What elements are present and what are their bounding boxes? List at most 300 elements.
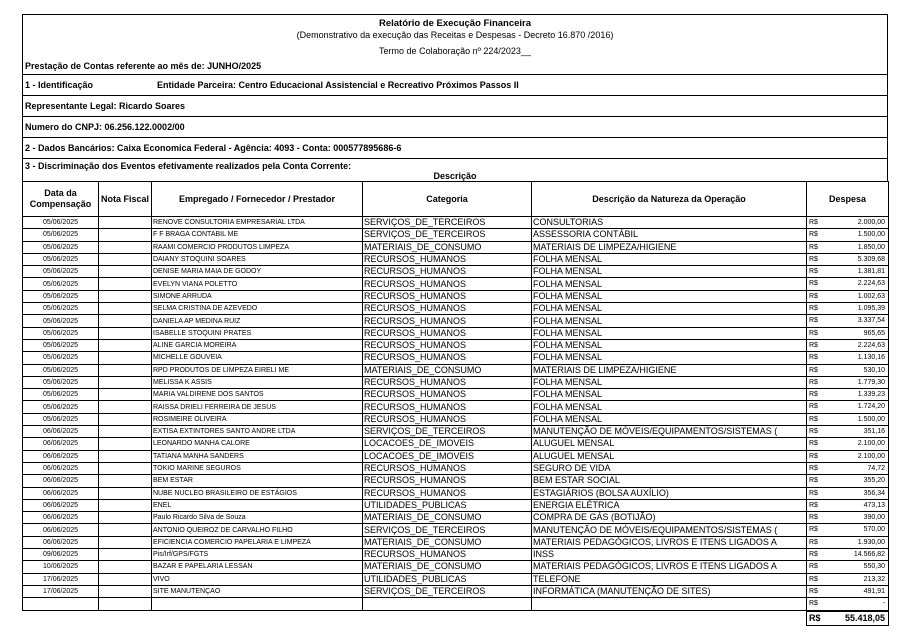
expense-value: 550,30 [863, 563, 885, 571]
cell-supplier: ISABELLE STOQUINI PRATES [152, 327, 363, 339]
cell-description [532, 598, 807, 611]
cell-supplier: SITE MANUTENÇAO [152, 585, 363, 597]
cell-invoice [99, 475, 152, 487]
cell-invoice [99, 364, 152, 376]
cell-category: RECURSOS_HUMANOS [363, 339, 532, 351]
cell-date: 06/06/2025 [23, 475, 99, 487]
expense-value: 1.500,00 [857, 231, 885, 239]
cell-supplier: DENISE MARIA MAIA DE GODOY [152, 266, 363, 278]
cell-description: FOLHA MENSAL [532, 389, 807, 401]
table-row [23, 217, 889, 229]
cell-invoice [99, 426, 152, 438]
currency-symbol: R$ [809, 514, 818, 522]
table-row [23, 413, 889, 425]
cell-description: MATERIAIS PEDAGÓGICOS, LIVROS E ITENS LIGADOS A [532, 536, 807, 548]
cell-date: 09/06/2025 [23, 549, 99, 561]
currency-symbol: R$ [809, 231, 818, 239]
currency-symbol: R$ [809, 219, 818, 226]
table-row [23, 253, 889, 265]
table-row [23, 266, 889, 278]
cell-expense [807, 438, 889, 450]
cell-date: 05/06/2025 [23, 229, 99, 241]
expense-value: 570,00 [863, 526, 885, 534]
table-row [23, 512, 889, 524]
cell-expense [807, 573, 889, 585]
cell-description: TELEFONE [532, 573, 807, 585]
cell-date: 05/06/2025 [23, 266, 99, 278]
period-row [22, 63, 888, 74]
table-row [23, 303, 889, 315]
cell-expense [807, 376, 889, 388]
cell-supplier: RPD PRODUTOS DE LIMPEZA EIRELI ME [152, 364, 363, 376]
cell-category: SERVIÇOS_DE_TERCEIROS [363, 426, 532, 438]
expense-value: - [882, 600, 885, 608]
currency-symbol: R$ [809, 391, 818, 399]
table-row [23, 401, 889, 413]
expense-value: 2.100,00 [857, 440, 885, 448]
cell-category: RECURSOS_HUMANOS [363, 315, 532, 327]
table-row [23, 327, 889, 339]
cell-expense [807, 327, 889, 339]
cell-invoice [99, 438, 152, 450]
cell-supplier: DANIELA AP MEDINA RUIZ [152, 315, 363, 327]
cell-supplier: RENOVE CONSULTORIA EMPRESARIAL LTDA [152, 217, 363, 229]
bank-details: 2 - Dados Bancários: Caixa Economica Federal - Agência: 4093 - Conta: 000577895686-6 [25, 143, 402, 153]
cell-date: 10/06/2025 [23, 561, 99, 573]
total-spacer [532, 611, 807, 626]
expense-value: 1.381,81 [857, 268, 885, 276]
table-row [23, 598, 889, 611]
cell-description: FOLHA MENSAL [532, 327, 807, 339]
cell-category: SERVIÇOS_DE_TERCEIROS [363, 585, 532, 597]
cell-description: ALUGUEL MENSAL [532, 438, 807, 450]
total-spacer [99, 611, 152, 626]
cell-date: 05/06/2025 [23, 241, 99, 253]
table-header-row [23, 182, 889, 217]
cell-category: RECURSOS_HUMANOS [363, 389, 532, 401]
cell-category: LOCACOES_DE_IMOVEIS [363, 450, 532, 462]
cell-category: MATERIAIS_DE_CONSUMO [363, 241, 532, 253]
cell-supplier: F F BRAGA CONTABIL ME [152, 229, 363, 241]
cell-category: RECURSOS_HUMANOS [363, 475, 532, 487]
expense-value: 530,10 [863, 366, 885, 374]
cell-invoice [99, 401, 152, 413]
cell-supplier: MICHELLE GOUVEIA [152, 352, 363, 364]
table-row [23, 278, 889, 290]
cell-invoice [99, 352, 152, 364]
table-row [23, 549, 889, 561]
header-compensation-date: Data da Compensação [23, 182, 99, 217]
cell-invoice [99, 585, 152, 597]
table-row [23, 499, 889, 511]
cell-supplier: ALINE GARCIA MOREIRA [152, 339, 363, 351]
currency-symbol: R$ [809, 317, 818, 325]
table-row [23, 450, 889, 462]
bank-row [22, 137, 888, 158]
cell-supplier: BEM ESTAR [152, 475, 363, 487]
expense-value: 1.130,16 [857, 354, 885, 362]
cell-category [363, 598, 532, 611]
cell-date: 05/06/2025 [23, 315, 99, 327]
expense-value: 1.930,00 [857, 538, 885, 546]
report-title: Relatório de Execução Financeira [378, 18, 532, 29]
cell-expense [807, 561, 889, 573]
table-row [23, 229, 889, 241]
currency-symbol: R$ [809, 329, 818, 337]
cell-category: SERVIÇOS_DE_TERCEIROS [363, 217, 532, 229]
cell-supplier: MARIA VALDIRENE DOS SANTOS [152, 389, 363, 401]
table-row [23, 487, 889, 499]
cell-invoice [99, 549, 152, 561]
cell-expense [807, 364, 889, 376]
cell-supplier: VIVO [152, 573, 363, 585]
cell-date: 17/06/2025 [23, 573, 99, 585]
cell-date: 06/06/2025 [23, 524, 99, 536]
currency-symbol: R$ [809, 292, 818, 300]
header-category: Categoria [363, 182, 532, 217]
cell-description: BEM ESTAR SOCIAL [532, 475, 807, 487]
cell-date: 06/06/2025 [23, 512, 99, 524]
cell-supplier: LEONARDO MANHA CALORE [152, 438, 363, 450]
cell-supplier: DAIANY STOQUINI SOARES [152, 253, 363, 265]
cell-date: 17/06/2025 [23, 585, 99, 597]
cell-date [23, 598, 99, 611]
currency-symbol: R$ [809, 354, 818, 362]
header-operation-description: Descrição da Natureza da Operação [532, 182, 807, 217]
expense-value: 1.850,00 [857, 243, 885, 251]
currency-symbol: R$ [809, 415, 818, 423]
expense-value: 965,65 [863, 329, 885, 337]
cell-supplier: EFICIENCIA COMERCIO PAPELARIA E LIMPEZA [152, 536, 363, 548]
header-invoice: Nota Fiscal [99, 182, 152, 217]
expense-value: 355,20 [863, 477, 885, 485]
header-expense: Despesa [807, 182, 889, 217]
cell-expense [807, 499, 889, 511]
currency-symbol: R$ [809, 538, 818, 546]
cell-description: FOLHA MENSAL [532, 413, 807, 425]
cell-category: RECURSOS_HUMANOS [363, 401, 532, 413]
cell-invoice [99, 241, 152, 253]
cell-invoice [99, 561, 152, 573]
currency-symbol: R$ [809, 612, 821, 623]
cell-expense [807, 352, 889, 364]
cell-category: RECURSOS_HUMANOS [363, 352, 532, 364]
cell-category: RECURSOS_HUMANOS [363, 376, 532, 388]
cell-invoice [99, 266, 152, 278]
collaboration-term: Termo de Colaboração nº 224/2023__ [379, 46, 531, 56]
currency-symbol: R$ [809, 280, 818, 288]
table-row [23, 352, 889, 364]
cell-expense [807, 487, 889, 499]
cell-date: 05/06/2025 [23, 339, 99, 351]
expense-value: 351,16 [863, 428, 885, 436]
cell-category: RECURSOS_HUMANOS [363, 487, 532, 499]
total-spacer [363, 611, 532, 626]
cell-description: SEGURO DE VIDA [532, 462, 807, 474]
cell-date: 06/06/2025 [23, 438, 99, 450]
currency-symbol: R$ [809, 440, 818, 448]
expense-value: 1.779,30 [857, 378, 885, 386]
cell-description: FOLHA MENSAL [532, 278, 807, 290]
cell-invoice [99, 253, 152, 265]
cell-description: INFORMÁTICA (MANUTENÇÃO DE SITES) [532, 585, 807, 597]
section-3-title: 3 - Discriminação dos Eventos efetivamente realizados pela Conta Corrente: [25, 161, 352, 171]
cell-invoice [99, 290, 152, 302]
currency-symbol: R$ [809, 587, 818, 595]
cell-expense [807, 475, 889, 487]
cell-category: RECURSOS_HUMANOS [363, 462, 532, 474]
cell-expense [807, 401, 889, 413]
expense-value: 356,34 [863, 489, 885, 497]
legal-representative: Representante Legal: Ricardo Soares [25, 101, 186, 111]
cell-expense [807, 229, 889, 241]
cell-date: 05/06/2025 [23, 413, 99, 425]
cell-category: MATERIAIS_DE_CONSUMO [363, 561, 532, 573]
cell-category: SERVIÇOS_DE_TERCEIROS [363, 524, 532, 536]
cell-description: COMPRA DE GÁS (BOTIJÃO) [532, 512, 807, 524]
cell-supplier: SIMONE ARRUDA [152, 290, 363, 302]
cell-description: ALUGUEL MENSAL [532, 450, 807, 462]
cell-category: UTILIDADES_PUBLICAS [363, 499, 532, 511]
representative-row [22, 95, 888, 116]
cell-supplier: SELMA CRISTINA DE AZEVEDO [152, 303, 363, 315]
table-row [23, 524, 889, 536]
cell-expense [807, 524, 889, 536]
currency-symbol: R$ [809, 378, 818, 386]
cell-category: LOCACOES_DE_IMOVEIS [363, 438, 532, 450]
cnpj-row [22, 116, 888, 137]
expense-value: 14.566,82 [853, 551, 885, 559]
cell-description: FOLHA MENSAL [532, 352, 807, 364]
cell-description: FOLHA MENSAL [532, 290, 807, 302]
cell-expense [807, 266, 889, 278]
cell-category: RECURSOS_HUMANOS [363, 327, 532, 339]
cell-description: MATERIAIS PEDAGÓGICOS, LIVROS E ITENS LIGADOS A [532, 561, 807, 573]
expense-value: 1.500,00 [857, 415, 885, 423]
currency-symbol: R$ [809, 428, 818, 436]
reporting-period: Prestação de Contas referente ao mês de: JUNHO/2025 [25, 61, 262, 71]
cnpj-number: Numero do CNPJ: 06.256.122.0002/00 [25, 122, 185, 132]
cell-description: MATERIAIS DE LIMPEZA/HIGIENE [532, 364, 807, 376]
cell-date: 05/06/2025 [23, 401, 99, 413]
cell-supplier: ANTONIO QUEIROZ DE CARVALHO FILHO [152, 524, 363, 536]
section-3-row [22, 158, 888, 181]
total-row [23, 611, 889, 626]
cell-expense [807, 278, 889, 290]
cell-expense [807, 253, 889, 265]
cell-category: RECURSOS_HUMANOS [363, 266, 532, 278]
expense-value: 2.224,63 [857, 280, 885, 288]
cell-description: MANUTENÇÃO DE MÓVEIS/EQUIPAMENTOS/SISTEMAS ( [532, 524, 807, 536]
currency-symbol: R$ [809, 305, 818, 313]
cell-category: RECURSOS_HUMANOS [363, 290, 532, 302]
cell-invoice [99, 462, 152, 474]
cell-date: 05/06/2025 [23, 352, 99, 364]
cell-expense [807, 389, 889, 401]
cell-description: FOLHA MENSAL [532, 401, 807, 413]
cell-category: UTILIDADES_PUBLICAS [363, 573, 532, 585]
cell-category: MATERIAIS_DE_CONSUMO [363, 512, 532, 524]
cell-category: RECURSOS_HUMANOS [363, 413, 532, 425]
total-spacer [152, 611, 363, 626]
table-row [23, 364, 889, 376]
cell-category: SERVIÇOS_DE_TERCEIROS [363, 229, 532, 241]
table-row [23, 426, 889, 438]
cell-expense [807, 549, 889, 561]
cell-expense [807, 339, 889, 351]
cell-invoice [99, 512, 152, 524]
total-spacer [23, 611, 99, 626]
cell-supplier: MELISSA K ASSIS [152, 376, 363, 388]
cell-category: RECURSOS_HUMANOS [363, 253, 532, 265]
cell-invoice [99, 217, 152, 229]
partner-entity: Entidade Parceira: Centro Educacional Assistencial e Recreativo Próximos Passos II [157, 80, 519, 90]
cell-date: 05/06/2025 [23, 290, 99, 302]
table-row [23, 573, 889, 585]
cell-expense [807, 315, 889, 327]
cell-expense [807, 462, 889, 474]
cell-description: INSS [532, 549, 807, 561]
cell-supplier [152, 598, 363, 611]
expense-value: 3.337,54 [857, 317, 885, 325]
cell-invoice [99, 229, 152, 241]
cell-category: MATERIAIS_DE_CONSUMO [363, 536, 532, 548]
table-row [23, 290, 889, 302]
expense-value: 1.095,39 [857, 305, 885, 313]
cell-supplier: ROSIMEIRE OLIVEIRA [152, 413, 363, 425]
expense-table [22, 181, 889, 626]
cell-invoice [99, 524, 152, 536]
cell-date: 06/06/2025 [23, 450, 99, 462]
cell-supplier: TOKIO MARINE SEGUROS [152, 462, 363, 474]
currency-symbol: R$ [809, 600, 818, 608]
expense-value: 5.309,68 [857, 255, 885, 263]
cell-supplier: EXTISA EXTINTORES SANTO ANDRE LTDA [152, 426, 363, 438]
cell-date: 06/06/2025 [23, 426, 99, 438]
report-sheet [22, 14, 888, 626]
currency-symbol: R$ [809, 268, 818, 276]
cell-invoice [99, 487, 152, 499]
table-row [23, 536, 889, 548]
expense-value: 2.100,00 [857, 452, 885, 460]
table-row [23, 475, 889, 487]
cell-date: 06/06/2025 [23, 536, 99, 548]
cell-invoice [99, 278, 152, 290]
currency-symbol: R$ [809, 477, 818, 485]
currency-symbol: R$ [809, 563, 818, 571]
cell-description: FOLHA MENSAL [532, 266, 807, 278]
cell-supplier: EVELYN VIANA POLETTO [152, 278, 363, 290]
total-expense [807, 611, 889, 626]
expense-value: 2.000,00 [857, 219, 885, 226]
currency-symbol: R$ [809, 551, 818, 559]
cell-category: RECURSOS_HUMANOS [363, 549, 532, 561]
cell-invoice [99, 499, 152, 511]
cell-supplier: ENEL [152, 499, 363, 511]
cell-expense [807, 426, 889, 438]
cell-expense [807, 290, 889, 302]
table-row [23, 315, 889, 327]
cell-date: 05/06/2025 [23, 278, 99, 290]
cell-invoice [99, 327, 152, 339]
cell-description: FOLHA MENSAL [532, 339, 807, 351]
currency-symbol: R$ [809, 341, 818, 349]
cell-date: 06/06/2025 [23, 499, 99, 511]
cell-supplier: TATIANA MANHA SANDERS [152, 450, 363, 462]
cell-description: MATERIAIS DE LIMPEZA/HIGIENE [532, 241, 807, 253]
cell-date: 05/06/2025 [23, 327, 99, 339]
cell-supplier: NUBE NUCLEO BRASILEIRO DE ESTÁGIOS [152, 487, 363, 499]
cell-date: 05/06/2025 [23, 253, 99, 265]
cell-description: FOLHA MENSAL [532, 315, 807, 327]
cell-invoice [99, 389, 152, 401]
cell-date: 05/06/2025 [23, 217, 99, 229]
currency-symbol: R$ [809, 366, 818, 374]
cell-supplier: BAZAR E PAPELARIA LESSAN [152, 561, 363, 573]
report-header [22, 14, 888, 63]
cell-invoice [99, 339, 152, 351]
currency-symbol: R$ [809, 452, 818, 460]
cell-expense [807, 598, 889, 611]
expense-value: 2.224,63 [857, 341, 885, 349]
cell-date: 05/06/2025 [23, 303, 99, 315]
currency-symbol: R$ [809, 526, 818, 534]
cell-supplier: RAISSA DRIELI FERREIRA DE JESUS [152, 401, 363, 413]
cell-date: 05/06/2025 [23, 364, 99, 376]
currency-symbol: R$ [809, 255, 818, 263]
cell-expense [807, 512, 889, 524]
expense-value: 1.339,23 [857, 391, 885, 399]
identification-row [22, 74, 888, 95]
expense-value: 1.724,20 [857, 403, 885, 411]
identification-label: 1 - Identificação [25, 80, 94, 90]
cell-invoice [99, 376, 152, 388]
cell-description: FOLHA MENSAL [532, 376, 807, 388]
cell-expense [807, 241, 889, 253]
table-row [23, 438, 889, 450]
cell-expense [807, 217, 889, 229]
cell-category: RECURSOS_HUMANOS [363, 278, 532, 290]
cell-date: 06/06/2025 [23, 462, 99, 474]
currency-symbol: R$ [809, 464, 818, 472]
cell-description: FOLHA MENSAL [532, 253, 807, 265]
cell-supplier: Pis/Irf/GPS/FGTS [152, 549, 363, 561]
cell-category: RECURSOS_HUMANOS [363, 303, 532, 315]
cell-expense [807, 585, 889, 597]
currency-symbol: R$ [809, 243, 818, 251]
description-label: Descrição [433, 171, 477, 181]
table-row [23, 241, 889, 253]
cell-supplier: Paulo Ricardo Silva de Souza [152, 512, 363, 524]
currency-symbol: R$ [809, 489, 818, 497]
cell-description: ESTAGIÁRIOS (BOLSA AUXÍLIO) [532, 487, 807, 499]
cell-date: 06/06/2025 [23, 487, 99, 499]
cell-expense [807, 536, 889, 548]
cell-invoice [99, 573, 152, 585]
cell-description: CONSULTORIAS [532, 217, 807, 229]
currency-symbol: R$ [809, 403, 818, 411]
expense-value: 1.002,63 [857, 292, 885, 300]
report-subtitle: (Demonstrativo da execução das Receitas e Despesas - Decreto 16.870 /2016) [296, 30, 614, 40]
cell-invoice [99, 315, 152, 327]
cell-invoice [99, 303, 152, 315]
expense-value: 390,00 [863, 514, 885, 522]
cell-description: MANUTENÇÃO DE MÓVEIS/EQUIPAMENTOS/SISTEMAS ( [532, 426, 807, 438]
table-row [23, 585, 889, 597]
table-row [23, 462, 889, 474]
cell-date: 05/06/2025 [23, 376, 99, 388]
cell-supplier: RAAMI COMERCIO PRODUTOS LIMPEZA [152, 241, 363, 253]
